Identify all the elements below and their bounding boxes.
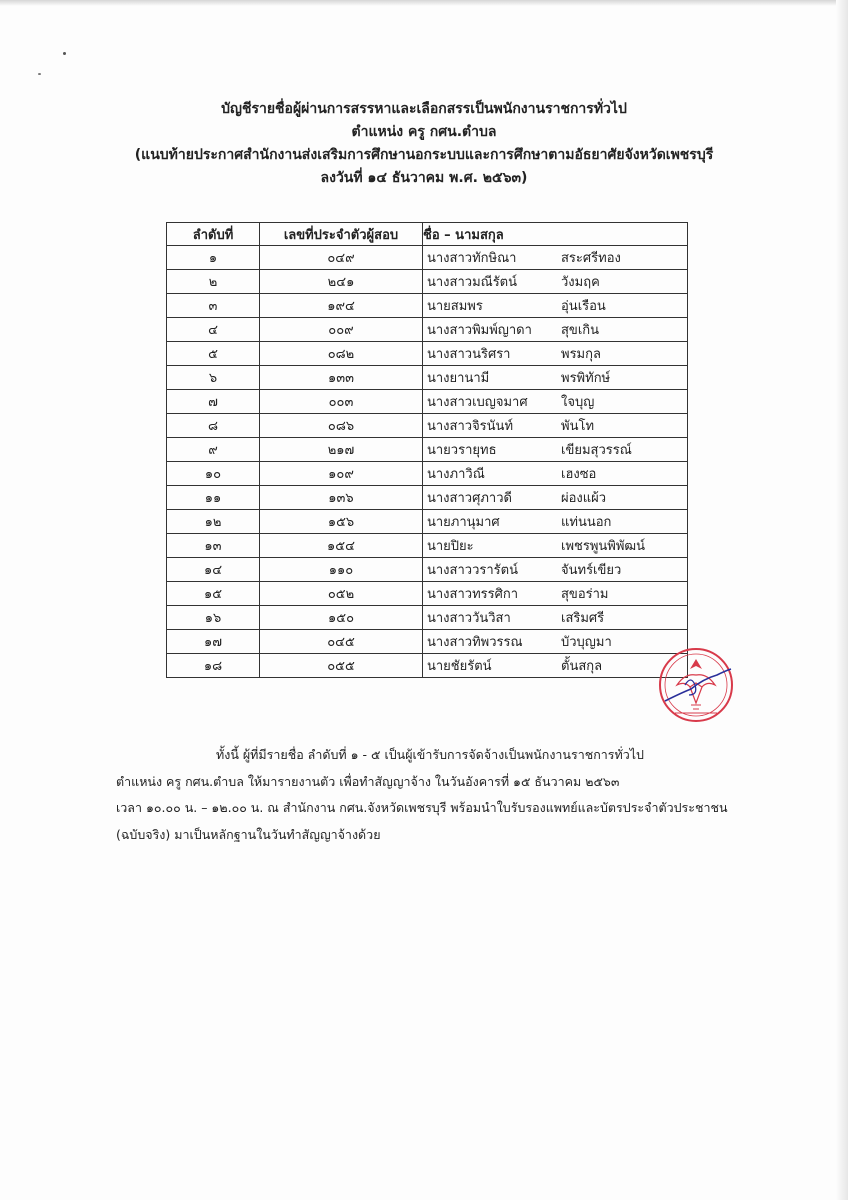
last-name: อุ่นเรือน (561, 299, 606, 314)
cell-order: ๑๘ (167, 654, 260, 678)
cell-full-name (423, 486, 688, 510)
cell-exam-id: ๐๐๙ (260, 318, 423, 342)
table-row (167, 270, 688, 294)
table-row (167, 582, 688, 606)
cell-order: ๑ (167, 246, 260, 270)
cell-exam-id: ๐๔๕ (260, 630, 423, 654)
title-line-1: บัญชีรายชื่อผู้ผ่านการสรรหาและเลือกสรรเป็นพนักงานราชการทั่วไป (221, 101, 627, 117)
first-name: นางสาวทรรศิกา (427, 587, 519, 602)
cell-order: ๘ (167, 414, 260, 438)
table-row (167, 486, 688, 510)
table-row (167, 390, 688, 414)
scan-speck (63, 52, 66, 55)
column-header-name: ชื่อ – นามสกุล (423, 223, 688, 246)
cell-exam-id: ๐๕๕ (260, 654, 423, 678)
last-name: พรมกุล (561, 347, 601, 362)
first-name: นางสาวพิมพ์ญาดา (427, 323, 532, 338)
cell-full-name (423, 582, 688, 606)
cell-exam-id: ๑๓๖ (260, 486, 423, 510)
cell-order: ๑๖ (167, 606, 260, 630)
table-body (167, 246, 688, 678)
table-row (167, 438, 688, 462)
first-name: นางสาวศุภาวดี (427, 491, 512, 506)
table-row (167, 510, 688, 534)
cell-full-name (423, 342, 688, 366)
scan-edge-right (836, 0, 848, 1200)
cell-exam-id: ๐๔๙ (260, 246, 423, 270)
last-name: เสริมศรี (561, 611, 605, 626)
table-row (167, 630, 688, 654)
table-row (167, 534, 688, 558)
cell-full-name (423, 270, 688, 294)
cell-order: ๖ (167, 366, 260, 390)
document-title (100, 98, 748, 190)
table-header-row (167, 223, 688, 246)
cell-order: ๒ (167, 270, 260, 294)
scan-speck (38, 73, 41, 75)
cell-full-name (423, 318, 688, 342)
first-name: นายวรายุทธ (427, 443, 497, 458)
table-row (167, 654, 688, 678)
table-row (167, 414, 688, 438)
first-name: นายภานุมาศ (427, 515, 500, 530)
cell-order: ๓ (167, 294, 260, 318)
table-row (167, 558, 688, 582)
table-row (167, 294, 688, 318)
notice-line-3: เวลา ๑๐.๐๐ น. – ๑๒.๐๐ น. ณ สำนักงาน กศน.จังหวัดเพชรบุรี พร้อมนำใบรับรองแพทย์และบัตรประจำตัวประชาชน (116, 800, 728, 815)
cell-order: ๑๔ (167, 558, 260, 582)
last-name: พรพิทักษ์ (561, 371, 611, 386)
cell-exam-id: ๑๕๔ (260, 534, 423, 558)
cell-order: ๔ (167, 318, 260, 342)
first-name: นายชัยรัตน์ (427, 659, 492, 674)
first-name: นางยานามี (427, 371, 490, 386)
candidate-table (166, 222, 688, 678)
first-name: นางสาวทิพวรรณ (427, 635, 523, 650)
cell-exam-id: ๐๕๒ (260, 582, 423, 606)
table-row (167, 462, 688, 486)
last-name: สระศรีทอง (561, 251, 621, 266)
cell-full-name (423, 630, 688, 654)
cell-full-name (423, 606, 688, 630)
cell-full-name (423, 246, 688, 270)
cell-exam-id: ๑๕๐ (260, 606, 423, 630)
cell-exam-id: ๑๑๐ (260, 558, 423, 582)
cell-exam-id: ๒๔๑ (260, 270, 423, 294)
cell-exam-id: ๐๐๓ (260, 390, 423, 414)
cell-exam-id: ๑๕๖ (260, 510, 423, 534)
table-row (167, 606, 688, 630)
cell-full-name (423, 438, 688, 462)
first-name: นางสาวเบญจมาศ (427, 395, 528, 410)
first-name: นางสาววันวิสา (427, 611, 511, 626)
cell-order: ๑๗ (167, 630, 260, 654)
cell-exam-id: ๐๘๖ (260, 414, 423, 438)
column-header-order: ลำดับที่ (167, 223, 260, 246)
last-name: แท่นนอก (561, 515, 612, 530)
first-name: นายสมพร (427, 299, 483, 314)
cell-order: ๗ (167, 390, 260, 414)
cell-full-name (423, 534, 688, 558)
cell-order: ๕ (167, 342, 260, 366)
cell-full-name (423, 294, 688, 318)
cell-order: ๑๕ (167, 582, 260, 606)
first-name: นางสาวนริศรา (427, 347, 511, 362)
cell-exam-id: ๐๘๒ (260, 342, 423, 366)
cell-exam-id: ๑๙๔ (260, 294, 423, 318)
cell-order: ๑๒ (167, 510, 260, 534)
last-name: เขียมสุวรรณ์ (561, 443, 632, 458)
last-name: เฮงซอ (561, 467, 597, 482)
first-name: นางสาวจิรนันท์ (427, 419, 514, 434)
scan-edge-top (0, 0, 848, 6)
cell-exam-id: ๑๓๓ (260, 366, 423, 390)
cell-exam-id: ๑๐๙ (260, 462, 423, 486)
official-seal-stamp (655, 645, 737, 725)
notice-paragraph (116, 742, 756, 848)
table-row (167, 342, 688, 366)
cell-full-name (423, 462, 688, 486)
cell-full-name (423, 510, 688, 534)
last-name: ผ่องแผ้ว (561, 491, 607, 506)
last-name: บัวบุญมา (561, 635, 612, 650)
cell-full-name (423, 390, 688, 414)
cell-order: ๑๑ (167, 486, 260, 510)
last-name: จันทร์เขียว (561, 563, 622, 578)
cell-full-name (423, 654, 688, 678)
column-header-exam-id: เลขที่ประจำตัวผู้สอบ (260, 223, 423, 246)
last-name: สุขเกิน (561, 323, 600, 338)
cell-full-name (423, 366, 688, 390)
last-name: พันโท (561, 419, 595, 434)
last-name: ตั้นสกุล (561, 659, 603, 674)
cell-order: ๑๐ (167, 462, 260, 486)
first-name: นางสาววรารัตน์ (427, 563, 518, 578)
cell-order: ๑๓ (167, 534, 260, 558)
notice-line-4: (ฉบับจริง) มาเป็นหลักฐานในวันทำสัญญาจ้างด้วย (116, 826, 381, 842)
title-line-3: (แนบท้ายประกาศสำนักงานส่งเสริมการศึกษานอกระบบและการศึกษาตามอัธยาศัยจังหวัดเพชรบุรี (134, 147, 714, 163)
first-name: นายปิยะ (427, 539, 474, 554)
last-name: ใจบุญ (561, 395, 595, 410)
table-row (167, 246, 688, 270)
cell-exam-id: ๒๑๗ (260, 438, 423, 462)
first-name: นางสาวมณีรัตน์ (427, 275, 518, 290)
last-name: เพชรพูนพิพัฒน์ (561, 539, 646, 554)
last-name: วังมฤค (561, 275, 600, 290)
title-line-4: ลงวันที่ ๑๔ ธันวาคม พ.ศ. ๒๕๖๓) (320, 170, 528, 186)
cell-full-name (423, 414, 688, 438)
notice-line-1: ทั้งนี้ ผู้ที่มีรายชื่อ ลำดับที่ ๑ - ๕ เป็นผู้เข้ารับการจัดจ้างเป็นพนักงานราชการทั่วไป (216, 747, 644, 762)
cell-full-name (423, 558, 688, 582)
first-name: นางสาวทักษิณา (427, 251, 517, 266)
title-line-2: ตำแหน่ง ครู กศน.ตำบล (351, 124, 497, 140)
table-row (167, 366, 688, 390)
notice-line-2: ตำแหน่ง ครู กศน.ตำบล ให้มารายงานตัว เพื่อทำสัญญาจ้าง ในวันอังคารที่ ๑๕ ธันวาคม ๒๕๖๓ (116, 773, 620, 789)
cell-order: ๙ (167, 438, 260, 462)
first-name: นางภาวิณี (427, 467, 485, 482)
table-row (167, 318, 688, 342)
last-name: สุขอร่าม (561, 587, 609, 602)
